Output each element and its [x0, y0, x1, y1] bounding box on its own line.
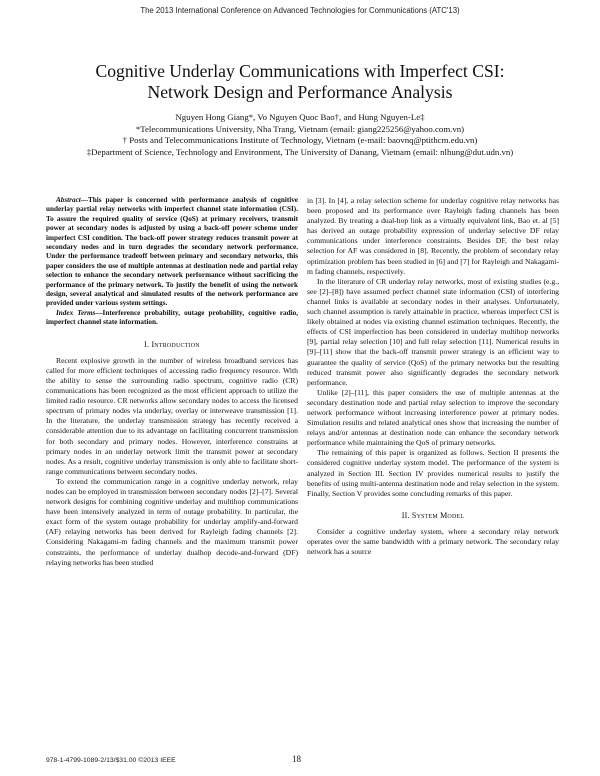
title-line-1: Cognitive Underlay Communications with Imperfect CSI:	[95, 61, 505, 81]
paragraph: In the literature of CR underlay relay networks, most of existing studies (e.g., see [2]–[8]) have assumed perfect channel state information (CSI) of interfering channel links is available at secondary nodes in their analyses. Unfortunately, such channel assumption is rarely attainable in practice, whereas imperfect CSI is likely obtained at nodes via existing channel estimation techniques. Recently, the effects of CSI imperfection has been considered in underlay multihop networks [9], partial relay selection [10] and full relay selection [11]. Numerical results in [9]–[11] show that the back-off transmit power strategy is an efficient way to guarantee the quality of service (QoS) of the primary networks but the resulting reduced transmit power also significantly degrades the secondary network performance.	[307, 276, 559, 387]
right-column	[307, 196, 559, 557]
paper-title	[20, 61, 580, 103]
index-terms-label: Index Terms	[56, 308, 96, 317]
abstract-text: —This paper is concerned with performance analysis of cognitive underlay partial relay networks with imperfect channel state information (CSI). To assure the required quality of service (QoS) at primary receivers, transmit power at secondary nodes is adjusted by using a back-off power scheme under imperfect CSI condition. The back-off power strategy reduces transmit power at secondary nodes and in turn degrades the secondary network performance. Under the performance tradeoff between primary and secondary networks, this paper considers the use of multiple antennas at destination node and partial relay selection to enhance the secondary network performance without sacrificing the performance of the primary network. To justify the benefit of using the network design, several analytical and simulated results of the network performance are provided under various system settings.	[46, 196, 298, 308]
affiliation-2: † Posts and Telecommunications Institute of Technology, Vietnam (e-mail: baovnq@ptithcm.edu.vn)	[122, 135, 478, 145]
title-line-2: Network Design and Performance Analysis	[147, 82, 453, 102]
index-terms	[46, 309, 298, 328]
paragraph: Unlike [2]–[11], this paper considers the use of multiple antennas at the secondary destination node and partial relay selection to improve the secondary network performance without increasing interference power at primary nodes. Simulation results and related analytical ones show that increasing the number of relays and/or antennas at destination node can enhance the secondary network performance while maintaining the QoS of primary networks.	[307, 387, 559, 448]
section-title: Introduction	[151, 339, 200, 349]
left-column	[46, 196, 298, 568]
section-heading-introduction	[46, 340, 298, 350]
section-heading-system-model	[307, 511, 559, 521]
paragraph: in [3]. In [4], a relay selection scheme for underlay cognitive relay networks has been proposed and its performance over Rayleigh fading channels has been analyzed. By treating a dual-hop link as a virtually equivalent link, Bao et. al [5] has derived an outage probability expression of underlay selective DF relay communications under interference constraints. Besides DF, the best relay selection for AF was considered in [8]. Recently, the problem of secondary relay optimization problem has been studied in [6] and [7] for Rayleigh and Nakagami-m fading channels, respectively.	[307, 196, 559, 276]
abstract	[46, 196, 298, 309]
paragraph: Consider a cognitive underlay system, where a secondary relay network operates over the same bandwidth with a primary network. The secondary relay network has a source	[307, 526, 559, 557]
section-title: System Model	[411, 510, 465, 520]
section-number: II.	[401, 510, 410, 520]
page-number: 18	[292, 754, 301, 764]
index-terms-text: —Interference probability, outage probability, cognitive radio, imperfect channel state information.	[46, 308, 299, 327]
abstract-label: Abstract	[56, 196, 81, 204]
section-number: I.	[144, 339, 150, 349]
paragraph: Recent explosive growth in the number of wireless broadband services has called for more efficient techniques of accessing radio frequency resource. With the ability to sense the surrounding radio spectrum, cognitive radio (CR) communications has been recognized as the most efficient approach to utilize the limited radio resource. CR networks allow secondary nodes to access the licensed spectrum of primary nodes via underlay, overlay or interweave transmission [1]. In the literature, the underlay transmission strategy has recently received a considerable attention due to its advantage on facilitating concurrent transmission for both secondary and primary nodes. However, interference constrains at primary nodes in an underlay network limit the transmit power at secondary nodes. As a result, cognitive underlay transmission is only able to facilitate short-range communications between secondary nodes.	[46, 355, 298, 476]
author-names: Nguyen Hong Giang*, Vo Nguyen Quoc Bao†, and Hung Nguyen-Le‡	[175, 112, 425, 122]
conference-header: The 2013 International Conference on Advanced Technologies for Communications (ATC'13)	[140, 6, 460, 15]
isbn-footer: 978-1-4799-1089-2/13/$31.00 ©2013 IEEE	[46, 757, 176, 764]
affiliation-1: *Telecommunications University, Nha Trang, Vietnam (email: giang225256@yahoo.com.vn)	[135, 123, 465, 134]
author-block	[20, 112, 580, 158]
paragraph: To extend the communication range in a cognitive underlay network, relay nodes can be employed in transmission between secondary nodes [2]–[7]. Several network designs for combining cognitive underlay and multihop communications have been intensively analyzed in term of outage probability. In particular, the exact form of the system outage probability for underlay amplify-and-forward (AF) relaying networks has been derived for Rayleigh fading channels [2]. Considering Nakagami-m fading channels and the maximum transmit power constraints, the performance of underlay dualhop decode-and-forward (DF) relaying networks has been studied	[46, 476, 298, 567]
paragraph: The remaining of this paper is organized as follows. Section II presents the considered cognitive underlay system model. The performance of the system is analyzed in Section III. Section IV provides numerical results to justify the benefits of using multi-antenna destination node and relay selection in the system. Finally, Section V provides some concluding remarks of this paper.	[307, 448, 559, 498]
affiliation-3: ‡Department of Science, Technology and Environment, The University of Danang, Vietnam (email: nlhung@dut.udn.vn)	[86, 146, 514, 157]
